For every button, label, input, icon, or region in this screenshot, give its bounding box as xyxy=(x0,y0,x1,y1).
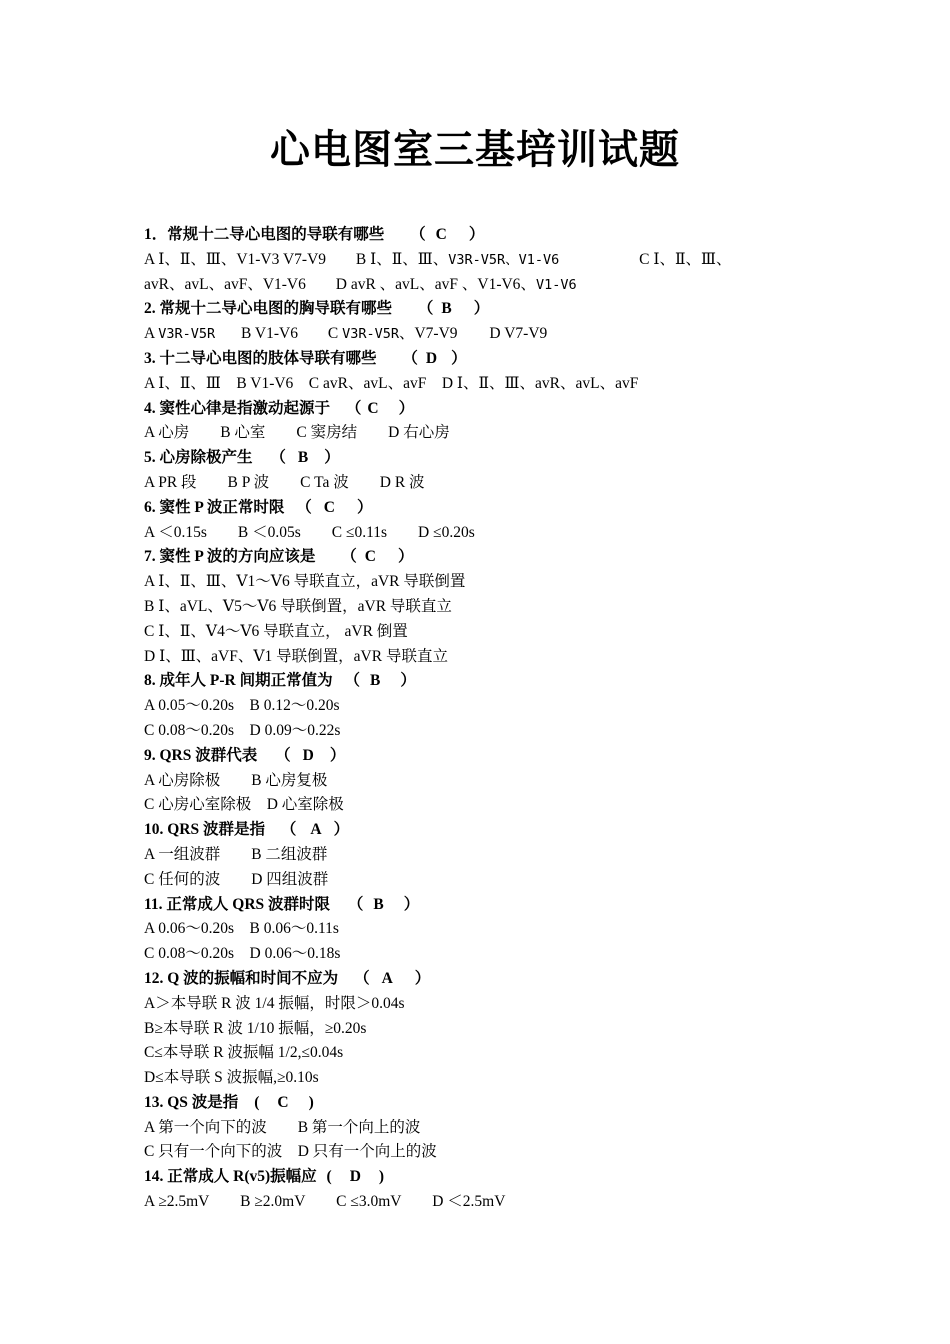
question-list xyxy=(144,223,834,1215)
question-11-options-ab: A 0.06～0.20s B 0.06～0.11s xyxy=(144,920,339,938)
answer: B xyxy=(373,895,384,913)
question-7-stem xyxy=(144,545,834,570)
question-8-stem xyxy=(144,669,834,694)
bracket-open: （ xyxy=(347,895,364,913)
bracket-open: ( xyxy=(254,1093,260,1111)
question-5-stem xyxy=(144,446,834,471)
answer: C xyxy=(277,1093,289,1111)
question-text: 5. 心房除极产生 xyxy=(144,449,253,467)
question-text: 11. 正常成人 QRS 波群时限 xyxy=(144,895,331,913)
question-8-options-ab: A 0.05～0.20s B 0.12～0.20s xyxy=(144,697,340,715)
bracket-open: （ xyxy=(344,672,360,690)
answer: C xyxy=(364,548,376,566)
question-text: 1．常规十二导心电图的导联有哪些 xyxy=(144,226,385,243)
question-12-stem xyxy=(144,967,834,992)
question-text: 7. 窦性 P 波的方向应该是 xyxy=(144,548,316,566)
bracket-open: （ xyxy=(270,449,286,467)
bracket-open: （ xyxy=(341,548,357,566)
question-13-options-cd: C 只有一个向下的波 D 只有一个向上的波 xyxy=(144,1143,437,1161)
bracket-close: ） xyxy=(403,895,420,913)
bracket-close: ） xyxy=(356,498,373,516)
option-c: C xyxy=(327,325,343,343)
question-7-option-b: B Ⅰ、aVL、Ⅴ5～Ⅴ6 导联倒置，aVR 导联直立 xyxy=(144,597,452,615)
question-text: 9. QRS 波群代表 xyxy=(144,746,258,764)
option-b: B V1-V6 xyxy=(241,325,298,343)
question-7-option-a: A Ⅰ、Ⅱ、Ⅲ、Ⅴ1～Ⅴ6 导联直立，aVR 导联倒置 xyxy=(144,573,466,591)
bracket-close: ） xyxy=(468,226,485,243)
document-title: 心电图室三基培训试题 xyxy=(270,126,680,173)
question-11-stem xyxy=(144,893,834,918)
question-6-options: A ＜0.15s B ＜0.05s C ≤0.11s D ≤0.20s xyxy=(144,523,475,541)
question-2-stem xyxy=(144,297,834,322)
bracket-open: （ xyxy=(402,349,418,367)
question-14-options: A ≥2.5mV B ≥2.0mV C ≤3.0mV D ＜2.5mV xyxy=(144,1193,506,1211)
question-4-options: A 心房 B 心室 C 窦房结 D 右心房 xyxy=(144,424,450,442)
answer: B xyxy=(441,300,452,318)
bracket-close: ) xyxy=(378,1168,385,1186)
question-text: 13. QS 波是指 xyxy=(144,1093,239,1111)
question-1-stem xyxy=(144,223,834,248)
question-10-options-cd: C 任何的波 D 四组波群 xyxy=(144,870,329,888)
question-3-stem xyxy=(144,347,834,372)
option-c-rest: 、V7-V9 xyxy=(398,325,458,343)
bracket-open: （ xyxy=(275,746,291,764)
question-text: 6. 窦性 P 波正常时限 xyxy=(144,498,285,516)
question-9-options-ab: A 心房除极 B 心房复极 xyxy=(144,771,328,789)
option-c-leads: V3R-V5R xyxy=(342,326,399,343)
question-12-option-b: B≥本导联 R 波 1/10 振幅，≥0.20s xyxy=(144,1019,367,1037)
bracket-close: ） xyxy=(473,300,490,318)
question-text: 8. 成年人 P-R 间期正常值为 xyxy=(144,672,333,690)
question-13-stem xyxy=(144,1091,834,1116)
question-1-options-line2 xyxy=(144,273,834,298)
bracket-close: ) xyxy=(308,1093,314,1111)
bracket-close: ） xyxy=(451,349,467,367)
answer: A xyxy=(381,969,393,987)
answer: C xyxy=(323,498,335,516)
option-d: D avR 、avL、avF 、V1-V6、 xyxy=(335,275,536,293)
answer: B xyxy=(369,672,381,690)
question-9-options-cd: C 心房心室除极 D 心室除极 xyxy=(144,796,344,814)
question-text: 10. QRS 波群是指 xyxy=(144,821,265,839)
option-a: A Ⅰ、Ⅱ、Ⅲ、V1-V3 V7-V9 xyxy=(144,250,327,268)
question-12-option-c: C≤本导联 R 波振幅 1/2,≤0.04s xyxy=(144,1044,344,1062)
question-12-option-d: D≤本导联 S 波振幅,≥0.10s xyxy=(144,1069,319,1087)
bracket-close: ） xyxy=(398,399,415,417)
option-a: A xyxy=(144,325,159,343)
option-b: B Ⅰ、Ⅱ、Ⅲ、 xyxy=(355,250,449,268)
answer: D xyxy=(302,746,314,764)
option-c-continued: avR、avL、avF、V1-V6 xyxy=(144,275,306,293)
question-13-options-ab: A 第一个向下的波 B 第一个向上的波 xyxy=(144,1118,421,1136)
question-text: 3. 十二导心电图的肢体导联有哪些 xyxy=(144,349,377,367)
answer: C xyxy=(367,399,379,417)
question-7-option-c: C Ⅰ、Ⅱ、Ⅴ4～Ⅴ6 导联直立， aVR 倒置 xyxy=(144,622,408,640)
bracket-open: （ xyxy=(296,498,312,516)
answer: D xyxy=(425,349,438,367)
bracket-open: （ xyxy=(354,969,370,987)
question-11-options-cd: C 0.08～0.20s D 0.06～0.18s xyxy=(144,945,341,963)
question-2-options xyxy=(144,322,834,347)
question-8-options-cd: C 0.08～0.20s D 0.09～0.22s xyxy=(144,721,341,739)
question-1-options-line1 xyxy=(144,248,834,273)
question-text: 2. 常规十二导心电图的胸导联有哪些 xyxy=(144,300,393,318)
question-6-stem xyxy=(144,496,834,521)
question-3-options: A Ⅰ、Ⅱ、Ⅲ B V1-V6 C avR、avL、avF D Ⅰ、Ⅱ、Ⅲ、avR、avL、avF xyxy=(144,374,639,392)
question-5-options: A PR 段 B P 波 C Ta 波 D R 波 xyxy=(144,473,425,491)
answer: C xyxy=(435,226,447,243)
question-text: 14. 正常成人 R(v5)振幅应 xyxy=(144,1168,317,1186)
question-10-stem xyxy=(144,818,834,843)
answer: D xyxy=(349,1168,361,1186)
bracket-close: ） xyxy=(400,672,416,690)
answer: B xyxy=(297,449,309,467)
option-d-leads: V1-V6 xyxy=(535,276,577,293)
answer: A xyxy=(310,821,322,839)
question-9-stem xyxy=(144,744,834,769)
bracket-close: ） xyxy=(333,821,350,839)
bracket-close: ） xyxy=(324,449,340,467)
question-10-options-ab: A 一组波群 B 二组波群 xyxy=(144,845,328,863)
option-a-leads: V3R-V5R xyxy=(158,326,216,343)
bracket-close: ） xyxy=(397,548,414,566)
bracket-open: （ xyxy=(280,821,297,839)
option-c: C Ⅰ、Ⅱ、Ⅲ、 xyxy=(639,250,732,268)
bracket-open: （ xyxy=(410,226,426,243)
question-7-option-d: D Ⅰ、Ⅲ、aVF、Ⅴ1 导联倒置，aVR 导联直立 xyxy=(144,647,448,665)
bracket-open: ( xyxy=(326,1168,332,1186)
option-d: D V7-V9 xyxy=(489,325,548,343)
option-b-leads: V3R-V5R、V1-V6 xyxy=(448,251,560,268)
bracket-close: ） xyxy=(414,969,431,987)
question-12-option-a: A＞本导联 R 波 1/4 振幅，时限＞0.04s xyxy=(144,994,405,1012)
bracket-open: （ xyxy=(417,300,434,318)
question-text: 12. Q 波的振幅和时间不应为 xyxy=(144,969,339,987)
question-14-stem xyxy=(144,1165,834,1190)
question-text: 4. 窦性心律是指激动起源于 xyxy=(144,399,331,417)
bracket-close: ） xyxy=(329,746,346,764)
bracket-open: （ xyxy=(345,399,362,417)
question-4-stem xyxy=(144,397,834,422)
